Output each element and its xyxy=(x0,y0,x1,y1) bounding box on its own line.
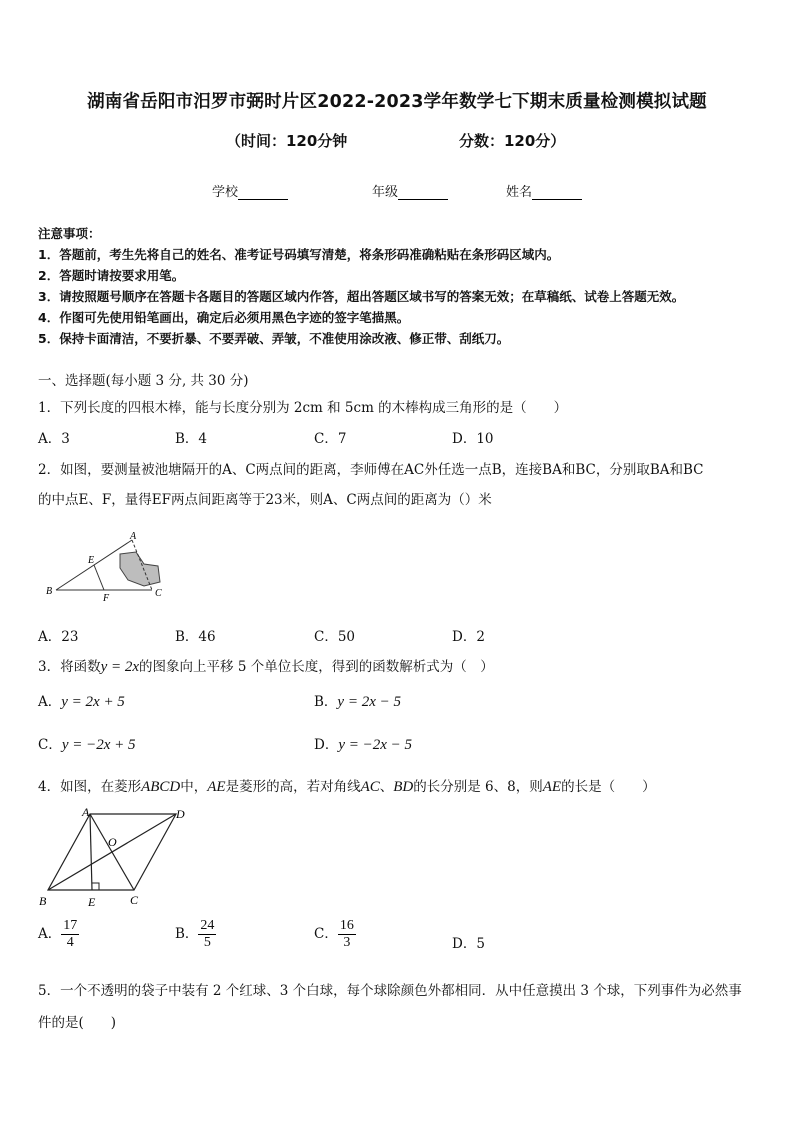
label-a: A xyxy=(130,532,137,542)
pond-shape xyxy=(120,552,160,586)
q3-option-a-label: A． xyxy=(38,694,62,710)
label-c: C xyxy=(130,893,139,907)
school-blank xyxy=(238,186,288,200)
label-e: E xyxy=(88,895,96,909)
q3-option-b-label: B． xyxy=(314,694,338,710)
label-b: B xyxy=(46,586,53,597)
name-label: 姓名 xyxy=(506,185,533,200)
grade-field xyxy=(372,181,448,200)
q3-pre: 3．将函数 xyxy=(38,659,101,675)
pond-figure xyxy=(40,532,180,604)
fraction-numerator: 17 xyxy=(63,918,78,933)
notice-item: 3．请按照题号顺序在答题卡各题目的答题区域内作答，超出答题区域书写的答案无效；在草稿纸、试卷上答题无效。 xyxy=(38,289,685,304)
q4-option-c xyxy=(314,918,356,951)
question-1-text: 1．下列长度的四根木棒，能与长度分别为 2cm 和 5cm 的木棒构成三角形的是（ ） xyxy=(38,400,568,416)
q2-option-d: D．2 xyxy=(452,629,485,645)
label-d: D xyxy=(176,807,185,821)
right-angle-mark xyxy=(92,883,99,890)
notice-heading: 注意事项： xyxy=(38,226,101,241)
q4-abcd: ABCD xyxy=(141,779,181,795)
notice-item: 2．答题时请按要求用笔。 xyxy=(38,268,185,283)
fraction-numerator: 16 xyxy=(339,918,354,933)
q1-option-d: D．10 xyxy=(452,431,494,447)
q4-text-part: 中， xyxy=(180,779,208,795)
q4-ae: AE xyxy=(207,779,226,795)
q3-function: y = 2x xyxy=(100,659,140,675)
question-5-line1: 5．一个不透明的袋子中装有 2 个红球、3 个白球，每个球除颜色外都相同．从中任意摸出 3 个球，下列事件为必然事 xyxy=(38,983,742,999)
question-5-line2: 件的是( ) xyxy=(38,1015,117,1031)
q3-post: 的图象向上平移 5 个单位长度，得到的函数解析式为（ ） xyxy=(139,659,494,675)
q3-option-d-label: D． xyxy=(314,737,339,753)
q3-option-c xyxy=(38,733,136,754)
q3-option-d-expr: y = −2x − 5 xyxy=(338,737,413,753)
label-b: B xyxy=(39,894,47,908)
exam-score: 分数：120分） xyxy=(459,132,566,150)
label-o: O xyxy=(108,835,117,849)
q3-option-b-expr: y = 2x − 5 xyxy=(337,694,401,710)
segment-ef xyxy=(94,565,104,590)
notice-item: 5．保持卡面清洁，不要折暴、不要弄破、弄皱，不准使用涂改液、修正带、刮纸刀。 xyxy=(38,331,510,346)
question-2-line1: 2．如图，要测量被池塘隔开的A、C两点间的距离，李师傅在AC外任选一点B，连接BA和BC，分别取BA和BC xyxy=(38,462,704,478)
fraction-denominator: 5 xyxy=(203,935,211,950)
q4-bd: BD xyxy=(393,779,414,795)
q2-option-a: A．23 xyxy=(38,629,79,645)
q3-option-d xyxy=(314,733,412,754)
label-e: E xyxy=(88,555,95,566)
exam-time: （时间：120分钟 xyxy=(226,132,348,150)
exam-title: 湖南省岳阳市汨罗市弼时片区2022-2023学年数学七下期末质量检测模拟试题 xyxy=(87,92,707,112)
q4-ae-2: AE xyxy=(542,779,562,795)
q4-option-c-fraction xyxy=(338,918,356,951)
q4-option-d: D．5 xyxy=(452,936,485,952)
fraction-numerator: 24 xyxy=(200,918,215,933)
q4-text-part: 的长是（ ） xyxy=(561,779,656,795)
label-a: A xyxy=(82,805,90,819)
q4-ac: AC xyxy=(360,779,380,795)
q3-option-a-expr: y = 2x + 5 xyxy=(61,694,125,710)
rhombus-figure xyxy=(36,804,196,910)
q1-option-a: A．3 xyxy=(38,431,70,447)
diagonal-bd xyxy=(48,814,176,890)
name-field xyxy=(506,181,582,200)
q4-text-part: 的长分别是 6、8，则 xyxy=(413,779,543,795)
label-f: F xyxy=(103,593,110,604)
q1-option-c: C．7 xyxy=(314,431,347,447)
q4-option-a xyxy=(38,918,79,951)
q4-text-part: 是菱形的高，若对角线 xyxy=(225,779,361,795)
grade-label: 年级 xyxy=(372,185,399,200)
question-2-line2: 的中点E、F，量得EF两点间距离等于23米，则A、C两点间的距离为（）米 xyxy=(38,492,492,508)
school-label: 学校 xyxy=(212,185,239,200)
height-ae xyxy=(90,814,92,890)
grade-blank xyxy=(398,186,448,200)
fraction-denominator: 3 xyxy=(343,935,351,950)
label-c: C xyxy=(155,588,162,599)
q4-option-c-label: C． xyxy=(314,926,338,942)
q3-option-b xyxy=(314,690,401,711)
question-3-text xyxy=(38,655,494,676)
q3-option-c-label: C． xyxy=(38,737,62,753)
fraction-denominator: 4 xyxy=(66,935,74,950)
q4-option-b xyxy=(175,918,216,951)
q2-option-b: B．46 xyxy=(175,629,216,645)
question-4-text xyxy=(38,775,656,796)
school-field xyxy=(212,181,288,200)
name-blank xyxy=(532,186,582,200)
q4-text-part: 、 xyxy=(379,779,394,795)
q4-option-a-fraction xyxy=(61,918,79,951)
notice-item: 1．答题前，考生先将自己的姓名、准考证号码填写清楚，将条形码准确粘贴在条形码区域内。 xyxy=(38,247,560,262)
section-heading: 一、选择题(每小题 3 分, 共 30 分) xyxy=(38,373,249,389)
q4-text-part: 4．如图，在菱形 xyxy=(38,779,142,795)
q3-option-c-expr: y = −2x + 5 xyxy=(61,737,136,753)
q1-option-b: B．4 xyxy=(175,431,208,447)
notice-item: 4．作图可先使用铅笔画出，确定后必须用黑色字迹的签字笔描黑。 xyxy=(38,310,410,325)
q4-option-b-label: B． xyxy=(175,926,199,942)
q2-option-c: C．50 xyxy=(314,629,356,645)
q4-option-a-label: A． xyxy=(38,926,62,942)
q4-option-b-fraction xyxy=(198,918,216,951)
q3-option-a xyxy=(38,690,125,711)
